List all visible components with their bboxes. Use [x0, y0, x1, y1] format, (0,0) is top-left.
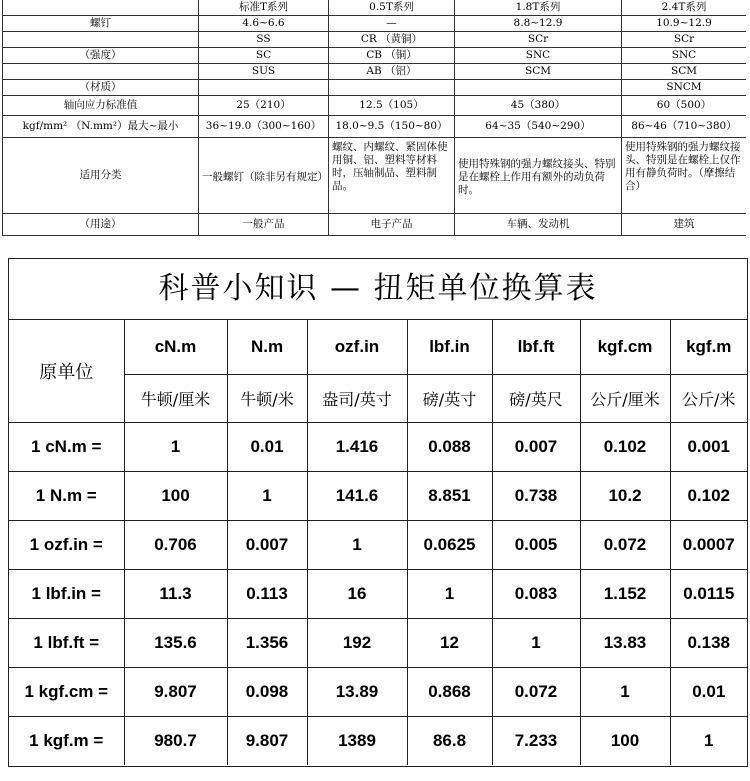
table-cell: SNC — [455, 48, 622, 64]
table-cell: 100 — [124, 471, 227, 520]
table-cell: 1 — [227, 471, 307, 520]
table-cell: 8.851 — [407, 471, 492, 520]
table-cell: 60（500） — [622, 96, 747, 116]
row-label: 1 lbf.in = — [9, 569, 124, 618]
unit-code-header: lbf.ft — [492, 320, 580, 374]
unit-code-header: lbf.in — [407, 320, 492, 374]
torque-conversion-table — [9, 320, 747, 765]
table-row — [3, 138, 747, 214]
table-cell: 36~19.0（300~160） — [199, 116, 329, 138]
table-cell: 13.83 — [580, 618, 670, 667]
table-cell: 一般螺钉（除非另有规定） — [199, 138, 329, 214]
strength-grade-table-section — [2, 0, 746, 251]
table-cell: SC — [199, 48, 329, 64]
table-cell: SCr — [622, 32, 747, 48]
table-cell: 0.005 — [492, 520, 580, 569]
unit-code-header: kgf.cm — [580, 320, 670, 374]
table-cell: 使用特殊钢的强力螺纹接头、特别是在螺栓上仅作用有静负荷时。（摩擦结合） — [622, 138, 747, 214]
grade-header: 1.8T系列 — [455, 0, 622, 16]
row-label: 适用分类 — [3, 138, 199, 214]
table-cell: 1 — [124, 422, 227, 471]
row-label — [3, 32, 199, 48]
table-row — [9, 716, 747, 765]
table-cell: 1 — [492, 618, 580, 667]
table-cell: 1.152 — [580, 569, 670, 618]
table-cell: 980.7 — [124, 716, 227, 765]
unit-name-header: 磅/英尺 — [492, 374, 580, 422]
table-cell: 64~35（540~290） — [455, 116, 622, 138]
table-cell: 0.0625 — [407, 520, 492, 569]
table-row — [3, 32, 747, 48]
grade-header-row — [3, 0, 747, 16]
table-cell: 0.138 — [670, 618, 747, 667]
table-cell: 1.356 — [227, 618, 307, 667]
grade-header-corner — [3, 0, 199, 16]
table-cell: 86.8 — [407, 716, 492, 765]
table-row — [9, 520, 747, 569]
table-row — [3, 48, 747, 64]
table-cell: 1 — [670, 716, 747, 765]
table-cell: 1 — [407, 569, 492, 618]
table-cell: 10.2 — [580, 471, 670, 520]
table-cell: 0.088 — [407, 422, 492, 471]
table-cell — [329, 80, 455, 96]
table-row — [3, 64, 747, 80]
table-cell: 0.007 — [492, 422, 580, 471]
row-label — [3, 64, 199, 80]
table-cell: — — [329, 16, 455, 32]
grade-header: 2.4T系列 — [622, 0, 747, 16]
table-row — [3, 116, 747, 138]
unit-code-header: N.m — [227, 320, 307, 374]
unit-code-header: kgf.m — [670, 320, 747, 374]
unit-name-header: 牛顿/米 — [227, 374, 307, 422]
row-label: 轴向应力标准值 — [3, 96, 199, 116]
unit-code-header: ozf.in — [307, 320, 407, 374]
table-cell: 0.738 — [492, 471, 580, 520]
table-cell: 9.807 — [227, 716, 307, 765]
table-cell: 0.102 — [580, 422, 670, 471]
table-cell: 0.0007 — [670, 520, 747, 569]
row-label: （强度） — [3, 48, 199, 64]
table-cell: SNC — [622, 48, 747, 64]
table-cell: 12 — [407, 618, 492, 667]
table-cell — [455, 80, 622, 96]
table-cell: 0.007 — [227, 520, 307, 569]
row-label: （用途） — [3, 214, 199, 236]
row-label: kgf/mm² （N.mm²）最大~最小 — [3, 116, 199, 138]
table-row — [9, 471, 747, 520]
grade-header: 0.5T系列 — [329, 0, 455, 16]
table-cell: CR （黄铜） — [329, 32, 455, 48]
table-cell: 12.5（105） — [329, 96, 455, 116]
row-label: 1 ozf.in = — [9, 520, 124, 569]
table-cell: 电子产品 — [329, 214, 455, 236]
table-cell: 车辆、发动机 — [455, 214, 622, 236]
table-cell: SCM — [455, 64, 622, 80]
row-label: 1 cN.m = — [9, 422, 124, 471]
table-cell: SUS — [199, 64, 329, 80]
table-cell: 86~46（710~380） — [622, 116, 747, 138]
table-cell: AB （铝） — [329, 64, 455, 80]
table-cell: 11.3 — [124, 569, 227, 618]
table-cell: 4.6~6.6 — [199, 16, 329, 32]
table-cell: 100 — [580, 716, 670, 765]
row-label: 1 kgf.m = — [9, 716, 124, 765]
table-cell: 13.89 — [307, 667, 407, 716]
table-cell: 10.9~12.9 — [622, 16, 747, 32]
table-cell: SS — [199, 32, 329, 48]
table-cell — [199, 80, 329, 96]
table-cell: 0.706 — [124, 520, 227, 569]
table-cell: 建筑 — [622, 214, 747, 236]
table-cell: 135.6 — [124, 618, 227, 667]
table-cell: SCM — [622, 64, 747, 80]
unit-code-row — [9, 320, 747, 374]
table-row — [3, 16, 747, 32]
table-cell: 0.868 — [407, 667, 492, 716]
table-cell: 7.233 — [492, 716, 580, 765]
table-cell: CB （铜） — [329, 48, 455, 64]
table-cell: 141.6 — [307, 471, 407, 520]
table-cell: 16 — [307, 569, 407, 618]
unit-name-header: 公斤/厘米 — [580, 374, 670, 422]
row-label: 1 lbf.ft = — [9, 618, 124, 667]
table-cell: 8.8~12.9 — [455, 16, 622, 32]
table-cell: 螺纹、内螺纹、紧固体使用铜、铝、塑料等材料时，压轴制品、塑料制品。 — [329, 138, 455, 214]
table-cell: 0.083 — [492, 569, 580, 618]
table-row — [3, 96, 747, 116]
table-cell: 1389 — [307, 716, 407, 765]
table-cell: 25（210） — [199, 96, 329, 116]
table-row — [9, 422, 747, 471]
table-cell: 0.072 — [580, 520, 670, 569]
table-cell: 0.113 — [227, 569, 307, 618]
row-label: （材质） — [3, 80, 199, 96]
torque-conversion-panel — [8, 258, 748, 767]
row-label: 1 kgf.cm = — [9, 667, 124, 716]
table-cell: 0.102 — [670, 471, 747, 520]
torque-table-title: 科普小知识 — 扭矩单位换算表 — [9, 259, 747, 320]
table-cell: SCr — [455, 32, 622, 48]
unit-name-header: 牛顿/厘米 — [124, 374, 227, 422]
unit-name-header: 磅/英寸 — [407, 374, 492, 422]
table-cell: 0.001 — [670, 422, 747, 471]
row-label: 1 N.m = — [9, 471, 124, 520]
table-cell: 1.416 — [307, 422, 407, 471]
grade-header: 标准T系列 — [199, 0, 329, 16]
table-cell: 1 — [580, 667, 670, 716]
table-cell: 0.01 — [670, 667, 747, 716]
table-cell: 0.072 — [492, 667, 580, 716]
table-cell: 9.807 — [124, 667, 227, 716]
unit-name-header: 盎司/英寸 — [307, 374, 407, 422]
table-row — [3, 214, 747, 236]
table-cell: 45（380） — [455, 96, 622, 116]
unit-code-header: cN.m — [124, 320, 227, 374]
row-label: 螺钉 — [3, 16, 199, 32]
table-cell: 使用特殊钢的强力螺纹接头、特别是在螺栓上作用有额外的动负荷时。 — [455, 138, 622, 214]
table-cell: 0.0115 — [670, 569, 747, 618]
table-row — [9, 667, 747, 716]
table-cell: 0.098 — [227, 667, 307, 716]
origin-unit-header: 原单位 — [9, 320, 124, 422]
table-cell: 0.01 — [227, 422, 307, 471]
table-cell: 一般产品 — [199, 214, 329, 236]
table-row — [9, 618, 747, 667]
unit-name-header: 公斤/米 — [670, 374, 747, 422]
table-row — [9, 569, 747, 618]
table-row — [3, 80, 747, 96]
table-cell: 18.0~9.5（150~80） — [329, 116, 455, 138]
table-cell: SNCM — [622, 80, 747, 96]
table-cell: 1 — [307, 520, 407, 569]
table-cell: 192 — [307, 618, 407, 667]
strength-grade-table — [2, 0, 746, 236]
